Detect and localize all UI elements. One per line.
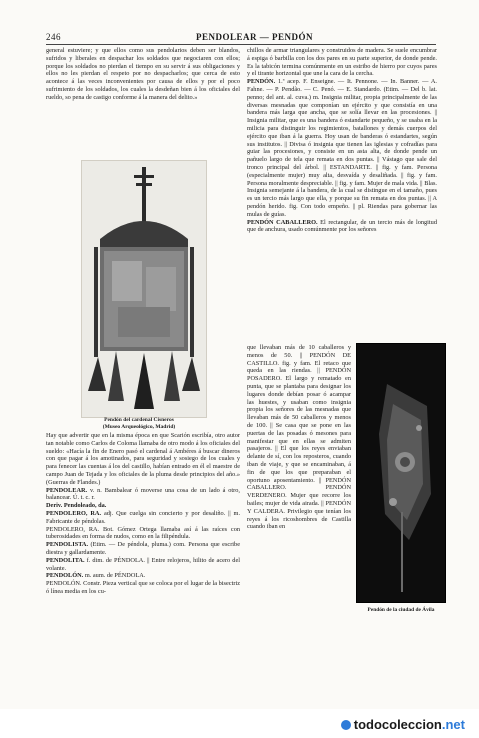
entry-headword: PENDOLERO, RA. xyxy=(46,509,102,517)
watermark-tld: .net xyxy=(441,717,465,732)
paragraph: PENDOLÓN. Constr. Pieza vertical que se coloca por el lugar de la bisectriz ó línea media en los cu- xyxy=(46,580,240,595)
entry-definition: (Etim. — De péndola, pluma.) com. Persona que escribe diestra y gallardamente. xyxy=(46,541,240,556)
banner-photo-illustration xyxy=(357,344,445,602)
paragraph: chillos de armar triangulares y construidos de madera. Se suele encumbrar á espiga ó barbilla con los dos pares en su parte superior, de donde pende. Es la tabicón termina comúnmente en un estribo de hierro por cuyos pares y el tirante horizontal que une la cara de la cercha. xyxy=(247,47,437,78)
entry-headword: PENDOLISTA. xyxy=(46,541,89,549)
watermark-logo xyxy=(341,717,465,732)
header-rule xyxy=(46,44,436,45)
entry-headword: PENDÓN CABALLERO. xyxy=(247,218,318,226)
banner-illustration xyxy=(82,161,206,417)
figure-caption-avila: Pendón de la ciudad de Ávila xyxy=(367,607,435,613)
watermark-footer xyxy=(0,709,479,738)
entry-headword: PENDÓN. xyxy=(247,78,276,86)
entry-headword: PENDOLÓN. xyxy=(46,572,84,580)
entry-definition: f. dim. de PÉNDOLA. || Entre relojeros, hilito de acero del volante. xyxy=(46,556,240,572)
left-column-top xyxy=(46,47,240,102)
dictionary-entry xyxy=(247,78,437,218)
banner-photo-avila xyxy=(356,343,446,603)
dictionary-entry xyxy=(46,557,240,573)
paragraph: que llevaban más de 10 caballeros y menos de 50. || PENDÓN DE CASTILLO. fig. y fam. El retaco que queda en las riendas. || PENDÓN POSADERO. El largo y rematado en punta, que se plantaba para designar los lugares donde debían posar ó acampar las huestes, y usaban como insignia propia los señores de las mesnadas que llevaban más de 50 caballeros y menos de 100. || Se casa que se pone en las puertas de las posadas ó mesones para manifestar que en ellas se admiten pasajeros. || El que los reyes enviaban delante de sí, con los reposteros, cuando iban de viaje, y que se encaminaban, á fin de que los que preparaban el oportuno aposentamiento. || PENDÓN CABALLERO. PENDÓN VERDENERO. Mujer que recorre los bailes; mujer de vida airada. || PENDÓN Y CALDERA. Privilegio que tenían los reyes á los ricoshombres de Castilla cuando iban en xyxy=(247,344,351,531)
entry-headword: PENDOLEAR. xyxy=(46,486,88,494)
paragraph: Hay que advertir que en la misma época en que Scarión escribía, otro autor tan notable como Carlos de Coloma llamaba de otro modo á los oficiales del sueldo: «Hacía la fin de Enero pasó el cardenal á Ambéres á buscar dineros con que pagar á los amotinados, para seguridad y sosiego de los cuales y para fenecer las cuentas á los del castillo, habían entrado en él el maestre de campo Juan de Tejada y los oficiales de la pluma desde principios del año.» (Guerras de Flandes.) xyxy=(46,432,240,486)
page-title: PENDOLEAR — PENDÓN xyxy=(196,32,314,42)
paragraph: general estuviere; y que ellos como sus pendolarios deben ser blandos, sufridos y liberales en despachar los soldados que negociaren con ellos; porque los soldados no pierdan el tiempo en su servir á sus obligaciones y ellos no les pierdan el respeto por no despacharlos; que cerca de esto acontece á las veces inconvenientes por causa de ellos y por el poco sufrimiento de los soldados, los cuales la desdeñan bien á los oficiales del rueldo, so pena de castigo conforme á la manera del delito.» xyxy=(46,47,240,101)
entry-definition: v. n. Bambalear ó moverse una cosa de un lado á otro, balancear. Ú. t. c. r. xyxy=(46,486,240,502)
entry-headword: PENDOLITA. xyxy=(46,556,85,564)
right-column-narrow xyxy=(247,344,351,531)
page-number: 246 xyxy=(46,32,61,42)
paragraph: PENDOLERO, RA. Bot. Gómez Ortega llamaba así á las raíces con tuberosidades en forma de nudos, como en la filipéndula. xyxy=(46,525,240,541)
caption-line: (Museo Arqueológico, Madrid) xyxy=(102,423,176,430)
watermark-brand: todocoleccion xyxy=(353,717,442,732)
dictionary-entry xyxy=(46,502,240,510)
dictionary-entry xyxy=(46,541,240,557)
dictionary-entry xyxy=(46,572,240,580)
entry-definition: m. aum. de PÉNDOLA. xyxy=(84,572,146,580)
dictionary-entry xyxy=(46,487,240,503)
banner-engraving-cisneros xyxy=(81,160,207,418)
logo-mark-icon xyxy=(341,720,351,730)
entry-definition: 1.ª acep. F. Enseigne. — It. Pennone. — In. Banner. — A. Fahne. — P. Pendão. — C. Penó. — E. Standardo. (Etim. — Del b. lat. penno; del ant. al. cuva.) m. Insignia militar, propia principalmente de las diversas mesnadas que componían un ejército y que consistía en una bandera más larga que ancha, que se solía llevar en las procesiones. || Insignia militar, que es una bandera ó estandarte pequeño, y se usaba en la milicia para distinguir los regimientos, batallones y demás cuerpos del ejército que iban á la guerra. Hoy usan de banderas ó estandartes, según sus institutos. || Divisa ó insignia que tienen las iglesias y cofradías para guiar las procesiones, y consiste en un asta alta, de donde pende un pañuelo largo de tela que remata en dos puntas. || Vástago que sale del tronco principal del árbol. || ESTANDARTE. || fig. y fam. Persona (especialmente mujer) muy alta, desvaída y desaliñada. || fig. y fam. Persona moralmente despreciable. || fig. y fam. Mujer de mala vida. || Blas. Insignia semejante á la bandera, de la cual se distingue en el tamaño, pues es un tercio más largo que ella, y porque su fin remata en dos puntas. || A pendón herido. fig. Con todo empeño. || pl. Riendas para gobernar las mulas de guías. xyxy=(247,78,438,218)
dictionary-entry xyxy=(247,219,437,235)
dictionary-entry xyxy=(46,510,240,526)
right-column-top xyxy=(247,47,437,234)
entry-definition: adj. Que cuelga sin concierto y por desaliño. || m. Fabricante de péndolas. xyxy=(46,509,241,525)
caption-line: Pendón del cardenal Cisneros xyxy=(104,417,174,423)
figure-caption-cisneros xyxy=(64,417,214,431)
entry-definition: El rectangular, de un tercio más de longitud que de anchura, usado comúnmente por los señores xyxy=(247,218,437,234)
page-header xyxy=(46,32,436,44)
left-column-bottom xyxy=(46,432,240,596)
entry-headword: Deriv. Pendoleado, da. xyxy=(46,502,107,510)
